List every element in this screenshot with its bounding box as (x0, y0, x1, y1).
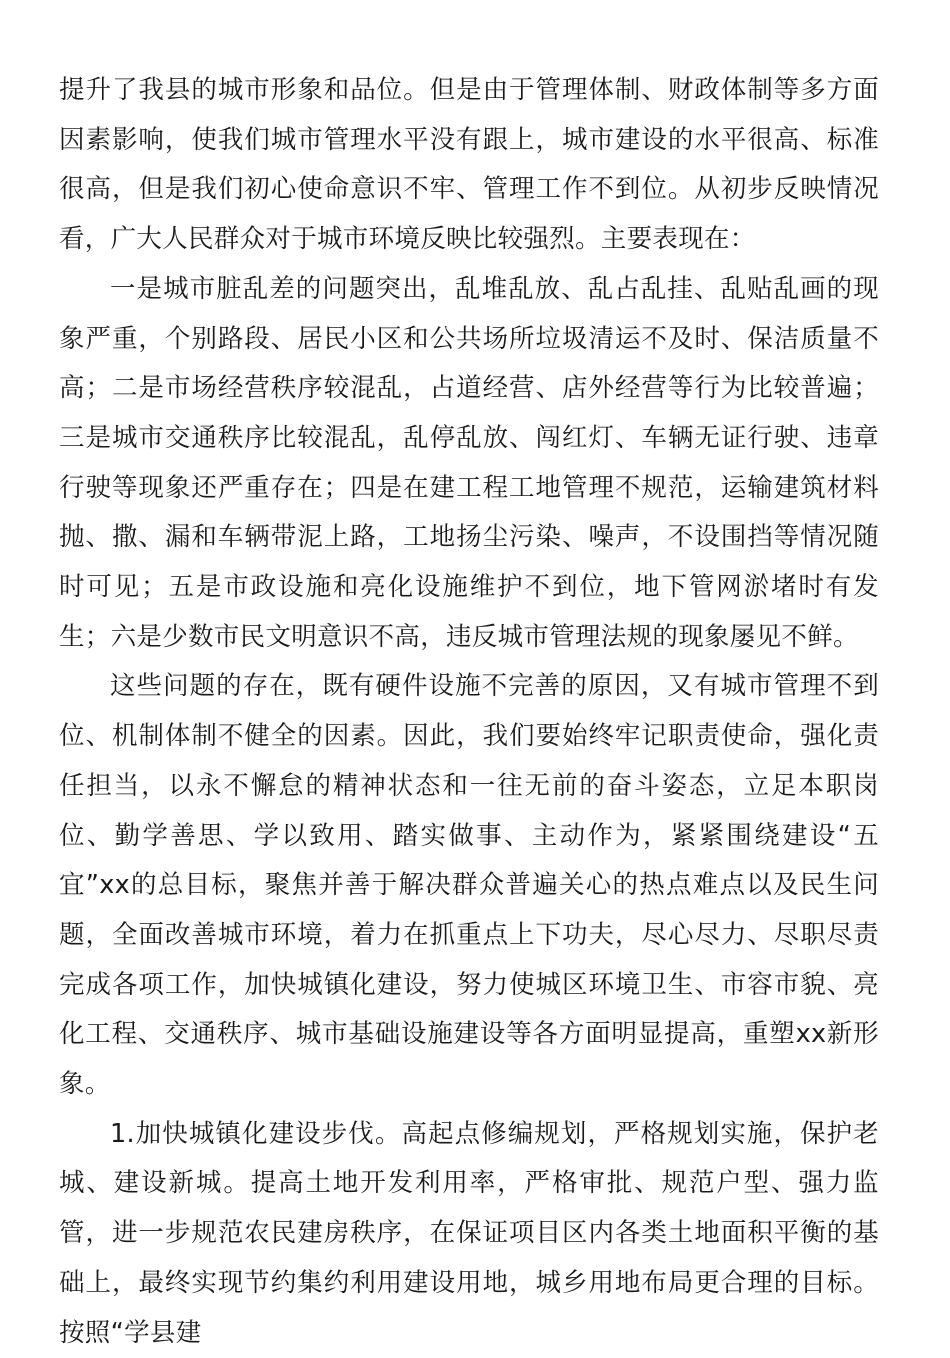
paragraph-causes-and-goals: 这些问题的存在，既有硬件设施不完善的原因，又有城市管理不到位、机制体制不健全的因素。因此，我们要始终牢记职责使命，强化责任担当，以永不懈怠的精神状态和一往无前的奋斗姿态，立足本职岗位、勤学善思、学以致用、踏实做事、主动作为，紧紧围绕建设“五宜”xx的总目标，聚焦并善于解决群众普遍关心的热点难点以及民生问题，全面改善城市环境，着力在抓重点上下功夫，尽心尽力、尽职尽责完成各项工作，加快城镇化建设，努力使城区环境卫生、市容市貌、亮化工程、交通秩序、城市基础设施建设等各方面明显提高，重塑xx新形象。 (59, 671, 879, 1100)
paragraph-problems-list: 一是城市脏乱差的问题突出，乱堆乱放、乱占乱挂、乱贴乱画的现象严重，个别路段、居民小区和公共场所垃圾清运不及时、保洁质量不高；二是市场经营秩序较混乱，占道经营、店外经营等行为比较普遍；三是城市交通秩序比较混乱，乱停乱放、闯红灯、车辆无证行驶、违章行驶等现象还严重存在；四是在建工程工地管理不规范，运输建筑材料抛、撒、漏和车辆带泥上路，工地扬尘污染、噪声，不设围挡等情况随时可见；五是市政设施和亮化设施维护不到位，地下管网淤堵时有发生；六是少数市民文明意识不高，违反城市管理法规的现象屡见不鲜。 (59, 273, 879, 652)
paragraph-urbanization-step-1: 1.加快城镇化建设步伐。高起点修编规划，严格规划实施，保护老城、建设新城。提高土地开发利用率，严格审批、规范户型、强力监管，进一步规范农民建房秩序，在保证项目区内各类土地面积平衡的基础上，最终实现节约集约利用建设用地，城乡用地布局更合理的目标。按照“学县建 (59, 1118, 879, 1348)
paragraph-intro-continuation: 提升了我县的城市形象和品位。但是由于管理体制、财政体制等多方面因素影响，使我们城市管理水平没有跟上，城市建设的水平很高、标准很高，但是我们初心使命意识不牢、管理工作不到位。从初步反映情况看，广大人民群众对于城市环境反映比较强烈。主要表现在： (59, 75, 879, 255)
document-body (59, 66, 879, 1358)
